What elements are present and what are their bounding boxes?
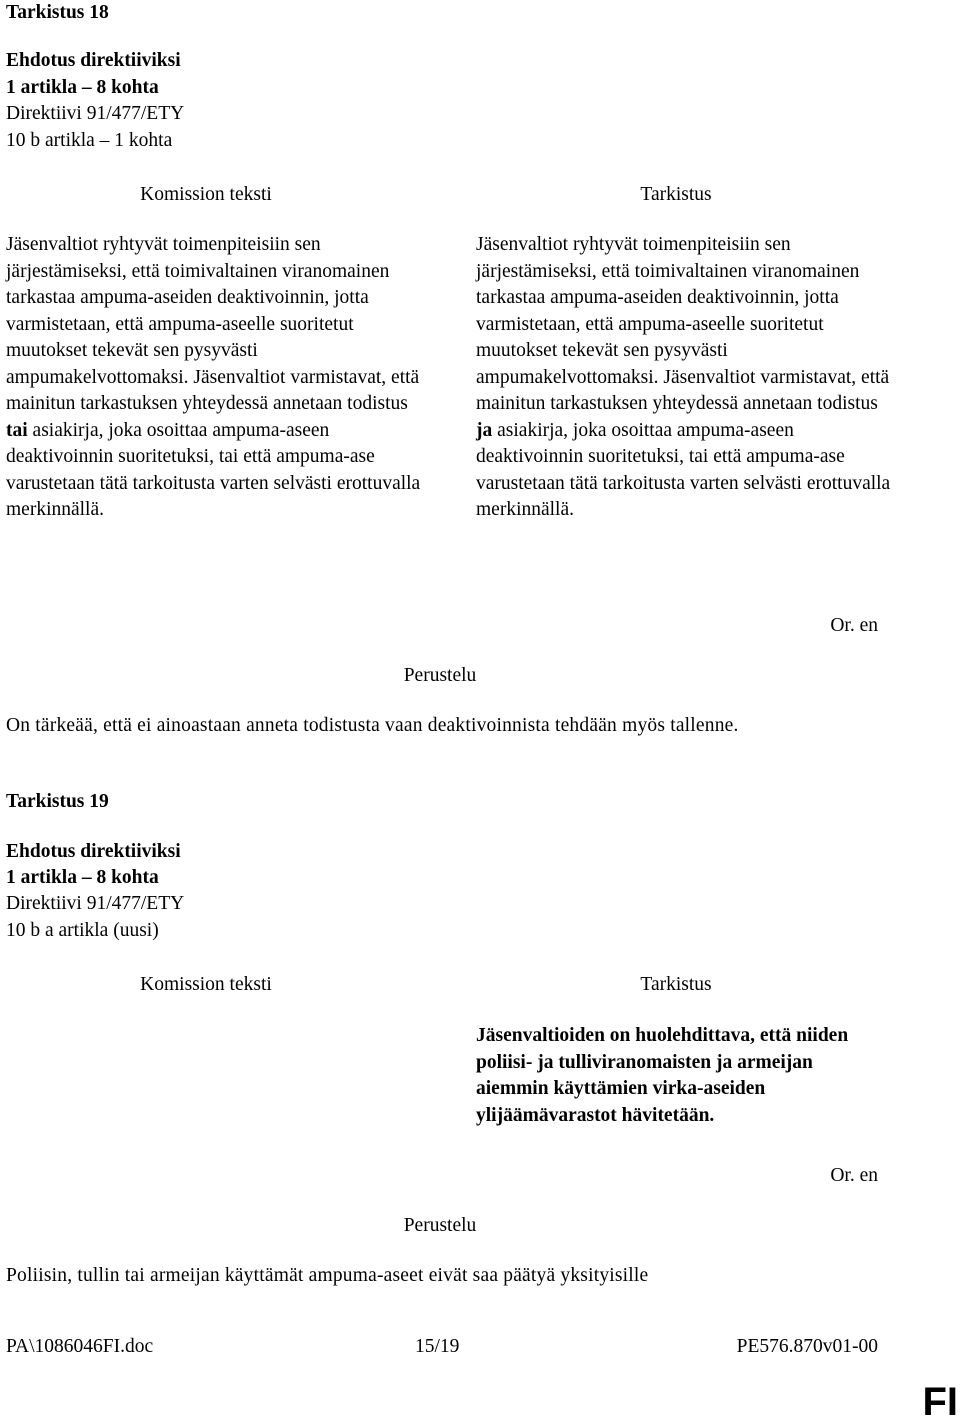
original-language: Or. en	[830, 615, 878, 636]
amendment-text-body	[476, 1023, 876, 1129]
footer-version: PE576.870v01-00	[736, 1336, 878, 1357]
justification-heading: Perustelu	[403, 1215, 477, 1236]
article-reference: 1 artikla – 8 kohta	[6, 867, 159, 888]
proposal-heading: Ehdotus direktiiviksi	[6, 50, 181, 71]
footer-page-number: 15/19	[415, 1336, 460, 1357]
amendment-header: Tarkistus	[640, 184, 712, 205]
justification-text: On tärkeää, että ei ainoastaan anneta todistusta vaan deaktivoinnista tehdään myös tallenne.	[6, 715, 739, 736]
footer-language-code: FI	[922, 1380, 958, 1424]
directive-reference: Direktiivi 91/477/ETY	[6, 893, 185, 914]
sub-article-reference: 10 b artikla – 1 kohta	[6, 130, 173, 151]
right-text-after: asiakirja, joka osoittaa ampuma-aseen deaktivoinnin suoritetuksi, tai että ampuma-ase varustetaan tätä tarkoitusta varten selvästi erottuvalla merkinnällä.	[476, 419, 891, 520]
justification-heading: Perustelu	[403, 665, 477, 686]
proposal-heading: Ehdotus direktiiviksi	[6, 841, 181, 862]
footer-doc-ref: PA\1086046FI.doc	[6, 1336, 154, 1357]
left-text-bold: tai	[6, 419, 28, 441]
commission-text-body	[6, 232, 426, 524]
amendment-header: Tarkistus	[640, 974, 712, 995]
left-text-after: asiakirja, joka osoittaa ampuma-aseen deaktivoinnin suoritetuksi, tai että ampuma-ase varustetaan tätä tarkoitusta varten selvästi erottuvalla merkinnällä.	[6, 419, 421, 520]
right-text-before: Jäsenvaltiot ryhtyvät toimenpiteisiin sen järjestämiseksi, että toimivaltainen viranomainen tarkastaa ampuma-aseiden deaktivoinnin, jotta varmistetaan, että ampuma-aseelle suoritetut muutokset tekevät sen pysyvästi ampumakelvottomaksi. Jäsenvaltiot varmistavat, että mainitun tarkastuksen yhteydessä annetaan todistus	[476, 234, 890, 414]
sub-article-reference: 10 b a artikla (uusi)	[6, 920, 159, 941]
article-reference: 1 artikla – 8 kohta	[6, 77, 159, 98]
amendment-title: Tarkistus 19	[6, 791, 109, 812]
commission-text-header: Komission teksti	[140, 974, 272, 995]
original-language: Or. en	[830, 1165, 878, 1186]
amendment-text-body	[476, 232, 896, 524]
commission-text-header: Komission teksti	[140, 184, 272, 205]
right-text: Jäsenvaltioiden on huolehdittava, että niiden poliisi- ja tulliviranomaisten ja armeijan aiemmin käyttämien virka-aseiden ylijäämävarastot hävitetään.	[476, 1025, 849, 1126]
right-text-bold: ja	[476, 419, 493, 441]
left-text-before: Jäsenvaltiot ryhtyvät toimenpiteisiin sen järjestämiseksi, että toimivaltainen viranomainen tarkastaa ampuma-aseiden deaktivoinnin, jotta varmistetaan, että ampuma-aseelle suoritetut muutokset tekevät sen pysyvästi ampumakelvottomaksi. Jäsenvaltiot varmistavat, että mainitun tarkastuksen yhteydessä annetaan todistus	[6, 234, 420, 414]
amendment-title: Tarkistus 18	[6, 2, 109, 23]
directive-reference: Direktiivi 91/477/ETY	[6, 103, 185, 124]
justification-text: Poliisin, tullin tai armeijan käyttämät ampuma-aseet eivät saa päätyä yksityisille	[6, 1265, 649, 1286]
